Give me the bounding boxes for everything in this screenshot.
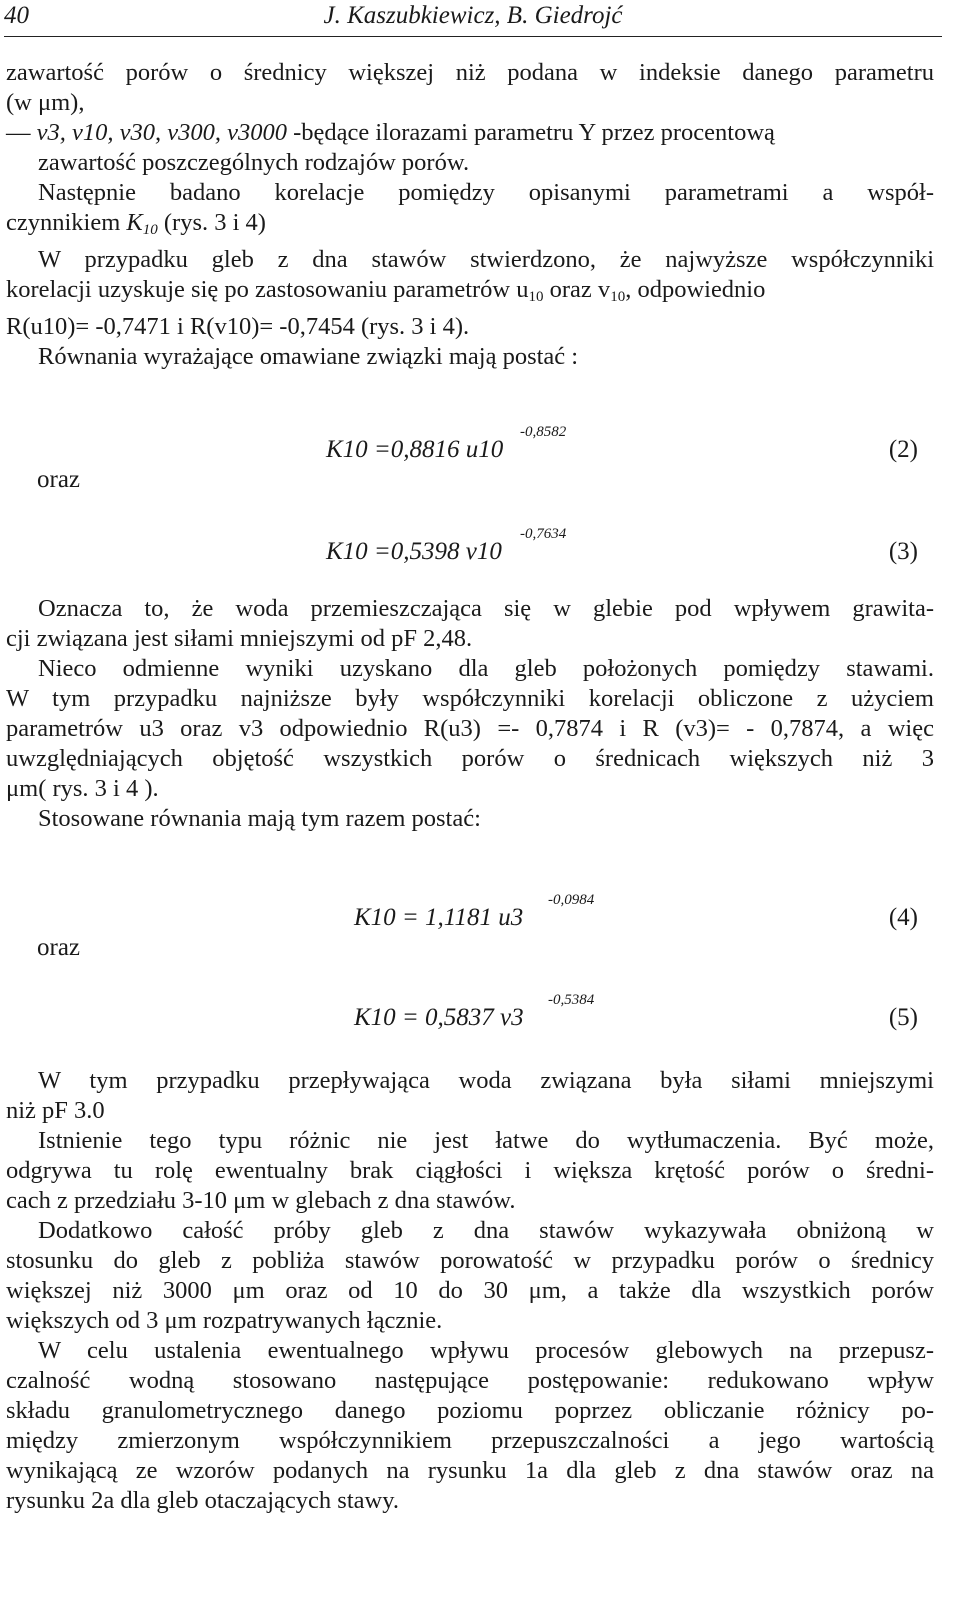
text-line: Oznacza to, że woda przemieszczająca się w glebie pod wpływem grawita-: [38, 595, 934, 622]
text-line: czynnikiem $K_{10}$ (rys. 3 i 4): [6, 209, 266, 238]
text-line: W celu ustalenia ewentualnego wpływu procesów glebowych na przepusz-: [38, 1337, 934, 1364]
equation-exponent: -0,8582: [520, 424, 567, 440]
running-header: [4, 2, 942, 37]
text-line: odgrywa tu rolę ewentualny brak ciągłości i większa krętość porów o średni-: [6, 1157, 934, 1184]
equation-number: (3): [888, 538, 918, 565]
text-line: cach z przedziału 3-10 μm w glebach z dna stawów.: [6, 1187, 516, 1214]
text-line: zawartość porów o średnicy większej niż podana w indeksie danego parametru: [6, 59, 934, 86]
text-line: składu granulometrycznego danego poziomu poprzez obliczanie różnicy po-: [6, 1397, 934, 1424]
text-line: większych od 3 μm rozpatrywanych łącznie.: [6, 1307, 443, 1334]
equation-expression: K10 =0,5398 v10: [326, 538, 502, 565]
text-line: wynikającą ze wzorów podanych na rysunku 1a dla gleb z dna stawów oraz na: [6, 1457, 934, 1484]
text-line: stosunku do gleb z pobliża stawów porowatość w przypadku porów o średnicy: [6, 1247, 934, 1274]
equation-expression: K10 = 1,1181 u3: [354, 904, 524, 931]
text-line: Stosowane równania mają tym razem postać:: [38, 805, 481, 832]
page-number: 40: [4, 2, 29, 29]
text-line: uwzględniających objętość wszystkich porów o średnicach większych niż 3: [6, 745, 934, 772]
text-line: parametrów u3 oraz v3 odpowiednio R(u3) =- 0,7874 i R (v3)= - 0,7874, a więc: [6, 715, 934, 742]
text-line: czalność wodną stosowano następujące postępowanie: redukowano wpływ: [6, 1367, 934, 1394]
text-line: Istnienie tego typu różnic nie jest łatwe do wytłumaczenia. Być może,: [38, 1127, 934, 1154]
equation-expression: K10 =0,8816 u10: [326, 436, 504, 463]
text-line: Następnie badano korelacje pomiędzy opisanymi parametrami a współ-: [38, 179, 934, 206]
text-line: zawartość poszczególnych rodzajów porów.: [38, 149, 470, 176]
text-line: Dodatkowo całość próby gleb z dna stawów wykazywała obniżoną w: [38, 1217, 934, 1244]
text-line: W tym przypadku przepływająca woda związana była siłami mniejszymi: [38, 1067, 934, 1094]
text-line: μm( rys. 3 i 4 ).: [6, 775, 159, 802]
equation-4: [0, 892, 930, 938]
text-line: korelacji uzyskuje się po zastosowaniu parametrów $u_{10}$ oraz $v_{10}$, odpowiednio: [6, 276, 766, 305]
running-title: J. Kaszubkiewicz, B. Giedrojć: [323, 2, 623, 29]
text-line: (w μm),: [6, 89, 85, 116]
equation-exponent: -0,5384: [548, 992, 595, 1008]
equation-exponent: -0,0984: [548, 892, 595, 908]
text-line: niż pF 3.0: [6, 1097, 105, 1124]
text-line: — v3, v10, v30, v300, v3000 -będące ilorazami parametru Y przez procentową: [6, 119, 775, 146]
equation-3: [0, 526, 930, 570]
oraz-label: oraz: [37, 934, 81, 961]
connector-oraz: [0, 466, 930, 498]
oraz-label: oraz: [37, 466, 81, 493]
text-block-3: [6, 1066, 934, 1516]
text-block-2: [6, 594, 934, 834]
equation-number: (2): [888, 436, 918, 463]
equation-expression: K10 = 0,5837 v3: [354, 1004, 524, 1031]
text-line: większej niż 3000 μm oraz od 10 do 30 μm, a także dla wszystkich porów: [6, 1277, 934, 1304]
text-line: między zmierzonym współczynnikiem przepuszczalności a jego wartością: [6, 1427, 934, 1454]
text-line: Nieco odmienne wyniki uzyskano dla gleb położonych pomiędzy stawami.: [38, 655, 934, 682]
text-line: cji związana jest siłami mniejszymi od pF 2,48.: [6, 625, 473, 652]
equation-number: (5): [888, 1004, 918, 1031]
text-line: rysunku 2a dla gleb otaczających stawy.: [6, 1487, 399, 1514]
equation-exponent: -0,7634: [520, 526, 567, 542]
text-block-1: [6, 58, 934, 372]
equation-5: [0, 992, 930, 1038]
text-line: W tym przypadku najniższe były współczynniki korelacji obliczone z użyciem: [6, 685, 934, 712]
equation-number: (4): [888, 904, 918, 931]
connector-oraz: [0, 934, 930, 966]
text-line: Równania wyrażające omawiane związki mają postać :: [38, 343, 579, 370]
text-line: R(u10)= -0,7471 i R(v10)= -0,7454 (rys. 3 i 4).: [6, 313, 470, 340]
text-line: W przypadku gleb z dna stawów stwierdzono, że najwyższe współczynniki: [38, 246, 934, 273]
